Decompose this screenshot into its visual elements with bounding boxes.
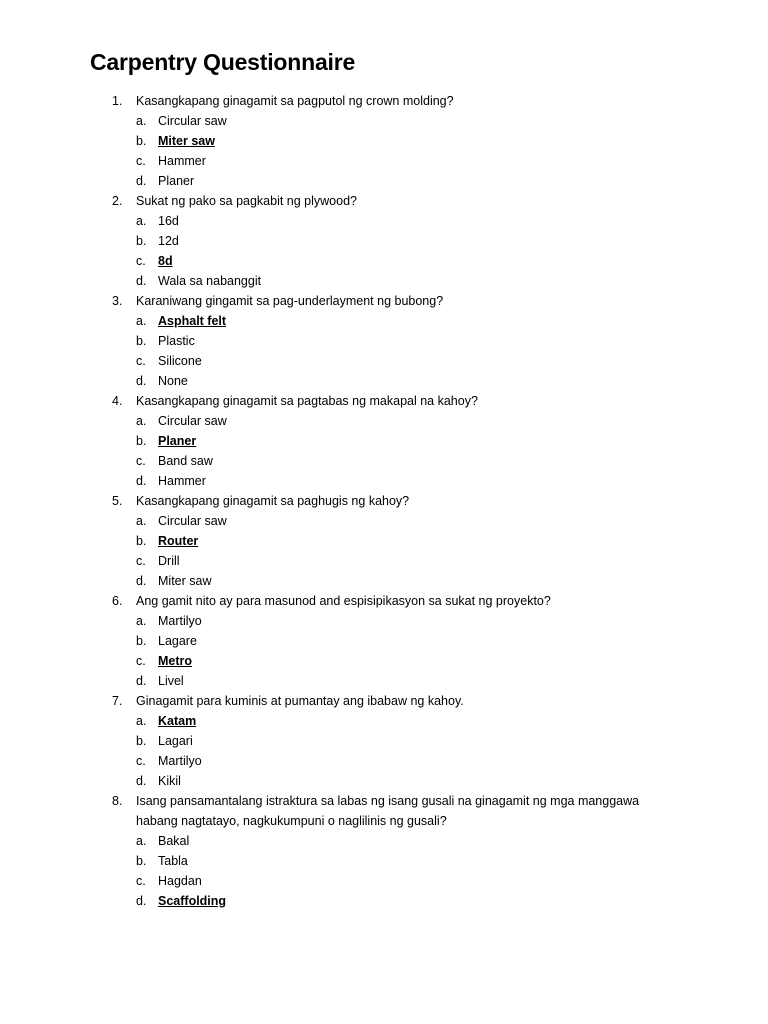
question-item bbox=[0, 91, 768, 191]
question-number: 6. bbox=[112, 594, 123, 608]
choice-text: 8d bbox=[158, 254, 173, 268]
page-title: Carpentry Questionnaire bbox=[90, 49, 356, 75]
choice-list bbox=[0, 111, 768, 191]
choice-item bbox=[0, 371, 768, 391]
choice-item bbox=[0, 631, 768, 651]
question-line bbox=[0, 291, 768, 311]
choice-text: Lagari bbox=[158, 734, 193, 748]
choice-letter: a. bbox=[136, 414, 147, 428]
choice-text: Metro bbox=[158, 654, 193, 668]
question-text: Kasangkapang ginagamit sa pagputol ng crown molding? bbox=[136, 94, 454, 108]
choice-item bbox=[0, 171, 768, 191]
choice-text: Tabla bbox=[158, 854, 188, 868]
question-line bbox=[0, 391, 768, 411]
correct-choice bbox=[0, 531, 768, 551]
question-text: Sukat ng pako sa pagkabit ng plywood? bbox=[136, 194, 357, 208]
choice-text: Miter saw bbox=[158, 134, 215, 148]
choice-item bbox=[0, 231, 768, 251]
choice-letter: a. bbox=[136, 834, 147, 848]
choice-list bbox=[0, 411, 768, 491]
choice-item bbox=[0, 271, 768, 291]
choice-text: Circular saw bbox=[158, 514, 227, 528]
choice-item bbox=[0, 671, 768, 691]
choice-letter: d. bbox=[136, 474, 147, 488]
choice-item bbox=[0, 151, 768, 171]
question-text: Ginagamit para kuminis at pumantay ang ibabaw ng kahoy. bbox=[136, 694, 464, 708]
choice-letter: d. bbox=[136, 174, 147, 188]
choice-text: Miter saw bbox=[158, 574, 212, 588]
choice-letter: c. bbox=[136, 354, 146, 368]
choice-item bbox=[0, 451, 768, 471]
choice-text: Hammer bbox=[158, 474, 206, 488]
question-item bbox=[0, 391, 768, 491]
choice-letter: a. bbox=[136, 614, 147, 628]
question-text: Isang pansamantalang istraktura sa labas ng isang gusali na ginagamit ng mga manggawa habang nagtatayo, nagkukumpuni o naglilinis ng gusali? bbox=[136, 794, 640, 828]
choice-text: Drill bbox=[158, 554, 180, 568]
question-number: 1. bbox=[112, 94, 123, 108]
choice-letter: b. bbox=[136, 234, 147, 248]
choice-item bbox=[0, 551, 768, 571]
choice-item bbox=[0, 851, 768, 871]
choice-text: Plastic bbox=[158, 334, 195, 348]
question-line bbox=[0, 491, 768, 511]
choice-letter: c. bbox=[136, 874, 146, 888]
choice-text: Circular saw bbox=[158, 114, 227, 128]
correct-choice bbox=[0, 251, 768, 271]
choice-letter: a. bbox=[136, 514, 147, 528]
choice-item bbox=[0, 611, 768, 631]
choice-list bbox=[0, 211, 768, 291]
choice-letter: c. bbox=[136, 754, 146, 768]
question-number: 4. bbox=[112, 394, 123, 408]
question-text: Ang gamit nito ay para masunod and espisipikasyon sa sukat ng proyekto? bbox=[136, 594, 551, 608]
choice-item bbox=[0, 571, 768, 591]
choice-item bbox=[0, 771, 768, 791]
correct-choice bbox=[0, 651, 768, 671]
choice-letter: d. bbox=[136, 894, 147, 908]
choice-letter: b. bbox=[136, 534, 147, 548]
question-number: 7. bbox=[112, 694, 123, 708]
question-line bbox=[0, 791, 768, 831]
choice-text: Martilyo bbox=[158, 614, 202, 628]
choice-letter: c. bbox=[136, 254, 146, 268]
choice-item bbox=[0, 331, 768, 351]
choice-text: Wala sa nabanggit bbox=[158, 274, 262, 288]
choice-text: Band saw bbox=[158, 454, 213, 468]
correct-choice bbox=[0, 711, 768, 731]
choice-letter: c. bbox=[136, 454, 146, 468]
correct-choice bbox=[0, 891, 768, 911]
question-item bbox=[0, 691, 768, 791]
choice-letter: c. bbox=[136, 554, 146, 568]
question-text: Kasangkapang ginagamit sa paghugis ng kahoy? bbox=[136, 494, 410, 508]
question-number: 8. bbox=[112, 794, 123, 808]
choice-list bbox=[0, 711, 768, 791]
choice-text: Circular saw bbox=[158, 414, 227, 428]
question-line bbox=[0, 191, 768, 211]
question-line bbox=[0, 91, 768, 111]
choice-letter: b. bbox=[136, 854, 147, 868]
choice-letter: b. bbox=[136, 134, 147, 148]
choice-letter: b. bbox=[136, 434, 147, 448]
choice-text: Asphalt felt bbox=[158, 314, 227, 328]
choice-item bbox=[0, 411, 768, 431]
choice-item bbox=[0, 831, 768, 851]
choice-text: Lagare bbox=[158, 634, 197, 648]
choice-text: None bbox=[158, 374, 188, 388]
choice-letter: a. bbox=[136, 214, 147, 228]
choice-text: Katam bbox=[158, 714, 197, 728]
choice-letter: b. bbox=[136, 734, 147, 748]
choice-list bbox=[0, 511, 768, 591]
choice-letter: d. bbox=[136, 774, 147, 788]
choice-text: Planer bbox=[158, 434, 197, 448]
choice-letter: d. bbox=[136, 674, 147, 688]
choice-text: Kikil bbox=[158, 774, 181, 788]
question-number: 3. bbox=[112, 294, 123, 308]
correct-choice bbox=[0, 431, 768, 451]
question-item bbox=[0, 291, 768, 391]
choice-letter: a. bbox=[136, 114, 147, 128]
question-list bbox=[0, 91, 768, 911]
correct-choice bbox=[0, 131, 768, 151]
choice-item bbox=[0, 871, 768, 891]
choice-text: Router bbox=[158, 534, 199, 548]
choice-item bbox=[0, 211, 768, 231]
question-line bbox=[0, 591, 768, 611]
question-line bbox=[0, 691, 768, 711]
choice-text: Scaffolding bbox=[158, 894, 227, 908]
choice-list bbox=[0, 611, 768, 691]
choice-text: Hammer bbox=[158, 154, 206, 168]
choice-item bbox=[0, 731, 768, 751]
choice-item bbox=[0, 351, 768, 371]
choice-letter: d. bbox=[136, 574, 147, 588]
choice-letter: a. bbox=[136, 314, 147, 328]
choice-letter: c. bbox=[136, 154, 146, 168]
question-item bbox=[0, 591, 768, 691]
choice-text: Hagdan bbox=[158, 874, 202, 888]
choice-text: Bakal bbox=[158, 834, 190, 848]
question-item bbox=[0, 791, 768, 911]
choice-text: 12d bbox=[158, 234, 179, 248]
question-item bbox=[0, 191, 768, 291]
choice-list bbox=[0, 831, 768, 911]
choice-letter: b. bbox=[136, 634, 147, 648]
choice-list bbox=[0, 311, 768, 391]
choice-item bbox=[0, 471, 768, 491]
choice-letter: a. bbox=[136, 714, 147, 728]
choice-text: Silicone bbox=[158, 354, 202, 368]
choice-letter: d. bbox=[136, 374, 147, 388]
choice-item bbox=[0, 111, 768, 131]
choice-letter: c. bbox=[136, 654, 146, 668]
question-text: Kasangkapang ginagamit sa pagtabas ng makapal na kahoy? bbox=[136, 394, 478, 408]
choice-item bbox=[0, 511, 768, 531]
choice-text: 16d bbox=[158, 214, 179, 228]
choice-text: Martilyo bbox=[158, 754, 202, 768]
question-text: Karaniwang gingamit sa pag-underlayment ng bubong? bbox=[136, 294, 444, 308]
choice-text: Planer bbox=[158, 174, 195, 188]
correct-choice bbox=[0, 311, 768, 331]
question-number: 2. bbox=[112, 194, 123, 208]
choice-letter: b. bbox=[136, 334, 147, 348]
question-number: 5. bbox=[112, 494, 123, 508]
choice-letter: d. bbox=[136, 274, 147, 288]
question-item bbox=[0, 491, 768, 591]
choice-text: Livel bbox=[158, 674, 184, 688]
choice-item bbox=[0, 751, 768, 771]
